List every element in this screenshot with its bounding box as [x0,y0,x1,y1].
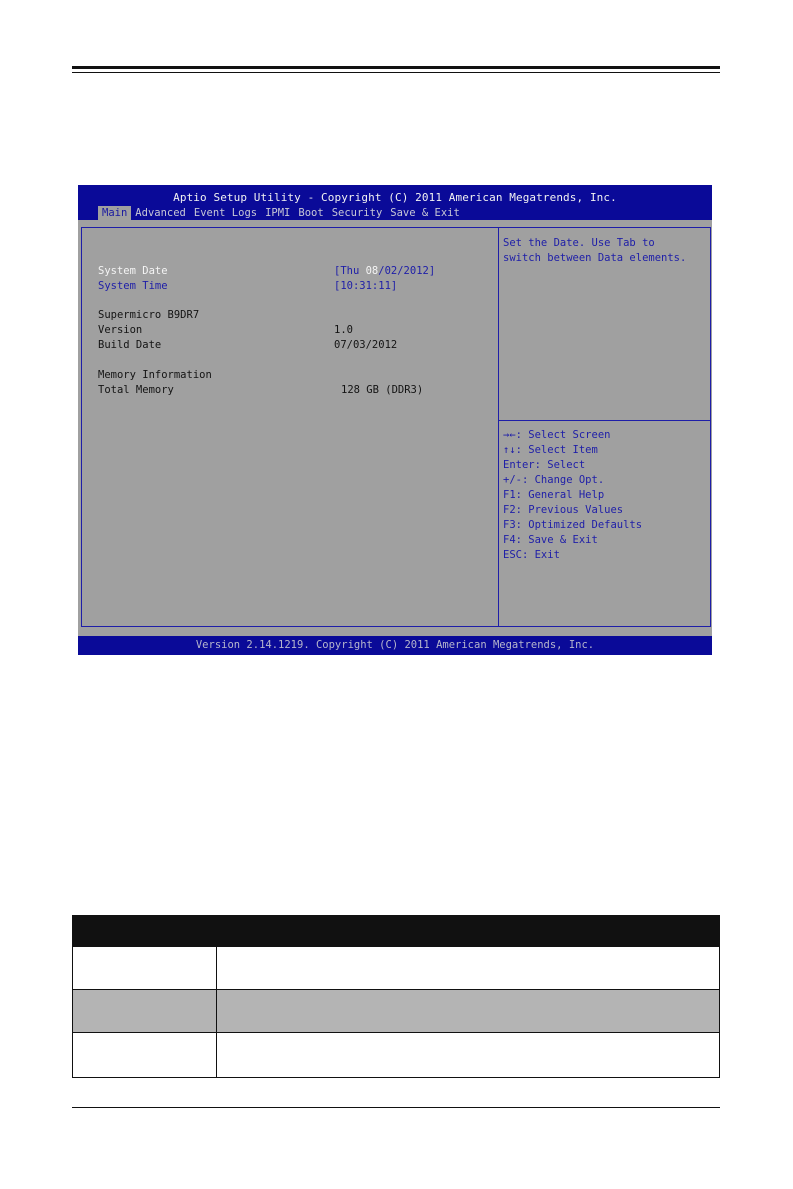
key-select-item: ↑↓: Select Item [503,444,598,456]
table-row [73,946,719,989]
bios-header [78,185,712,220]
help-text: Set the Date. Use Tab to switch between Data elements. [503,237,687,264]
main-panel [81,227,499,627]
table-row [73,1032,719,1077]
system-date-suffix: /02/2012] [378,265,436,277]
key-optimized-defaults: F3: Optimized Defaults [503,519,643,531]
board-name: Supermicro B9DR7 [98,309,200,321]
help-panel [499,227,711,627]
bios-tab-bar [98,206,464,220]
key-enter-select: Enter: Select [503,459,586,471]
help-divider [499,420,710,421]
total-memory-value: 128 GB (DDR3) [341,384,424,396]
key-change-opt: +/-: Change Opt. [503,474,605,486]
key-select-screen: →←: Select Screen [503,429,611,441]
system-date-prefix: [Thu [334,265,366,277]
version-value: 1.0 [334,324,353,336]
header-rule-thick [72,66,720,69]
build-date-value: 07/03/2012 [334,339,398,351]
version-label: Version [98,324,143,336]
memory-info-heading: Memory Information [98,369,212,381]
system-time-label[interactable]: System Time [98,280,168,292]
table-column-divider [216,916,217,1077]
header-rule-thin [72,72,720,73]
key-legend [503,428,707,563]
tab-ipmi[interactable]: IPMI [265,207,291,219]
system-date-label[interactable]: System Date [98,265,168,277]
tab-save-exit[interactable]: Save & Exit [390,207,460,219]
key-previous-values: F2: Previous Values [503,504,624,516]
footer-rule [72,1107,720,1108]
system-time-field[interactable]: [10:31:11] [334,280,398,292]
tab-boot[interactable]: Boot [298,207,324,219]
table-row [73,989,719,1032]
bios-footer: Version 2.14.1219. Copyright (C) 2011 American Megatrends, Inc. [78,636,712,655]
key-save-exit: F4: Save & Exit [503,534,598,546]
key-general-help: F1: General Help [503,489,605,501]
tab-event-logs[interactable]: Event Logs [193,207,258,219]
build-date-label: Build Date [98,339,162,351]
bios-screenshot [78,185,712,655]
system-date-month[interactable]: 08 [365,265,379,277]
system-date-field[interactable] [334,265,435,277]
table-header [73,916,719,946]
bios-title: Aptio Setup Utility - Copyright (C) 2011 American Megatrends, Inc. [173,191,617,204]
description-table [72,915,720,1078]
tab-security[interactable]: Security [331,207,383,219]
tab-main[interactable]: Main [98,206,131,220]
total-memory-label: Total Memory [98,384,174,396]
tab-advanced[interactable]: Advanced [135,207,186,219]
key-esc-exit: ESC: Exit [503,549,560,561]
